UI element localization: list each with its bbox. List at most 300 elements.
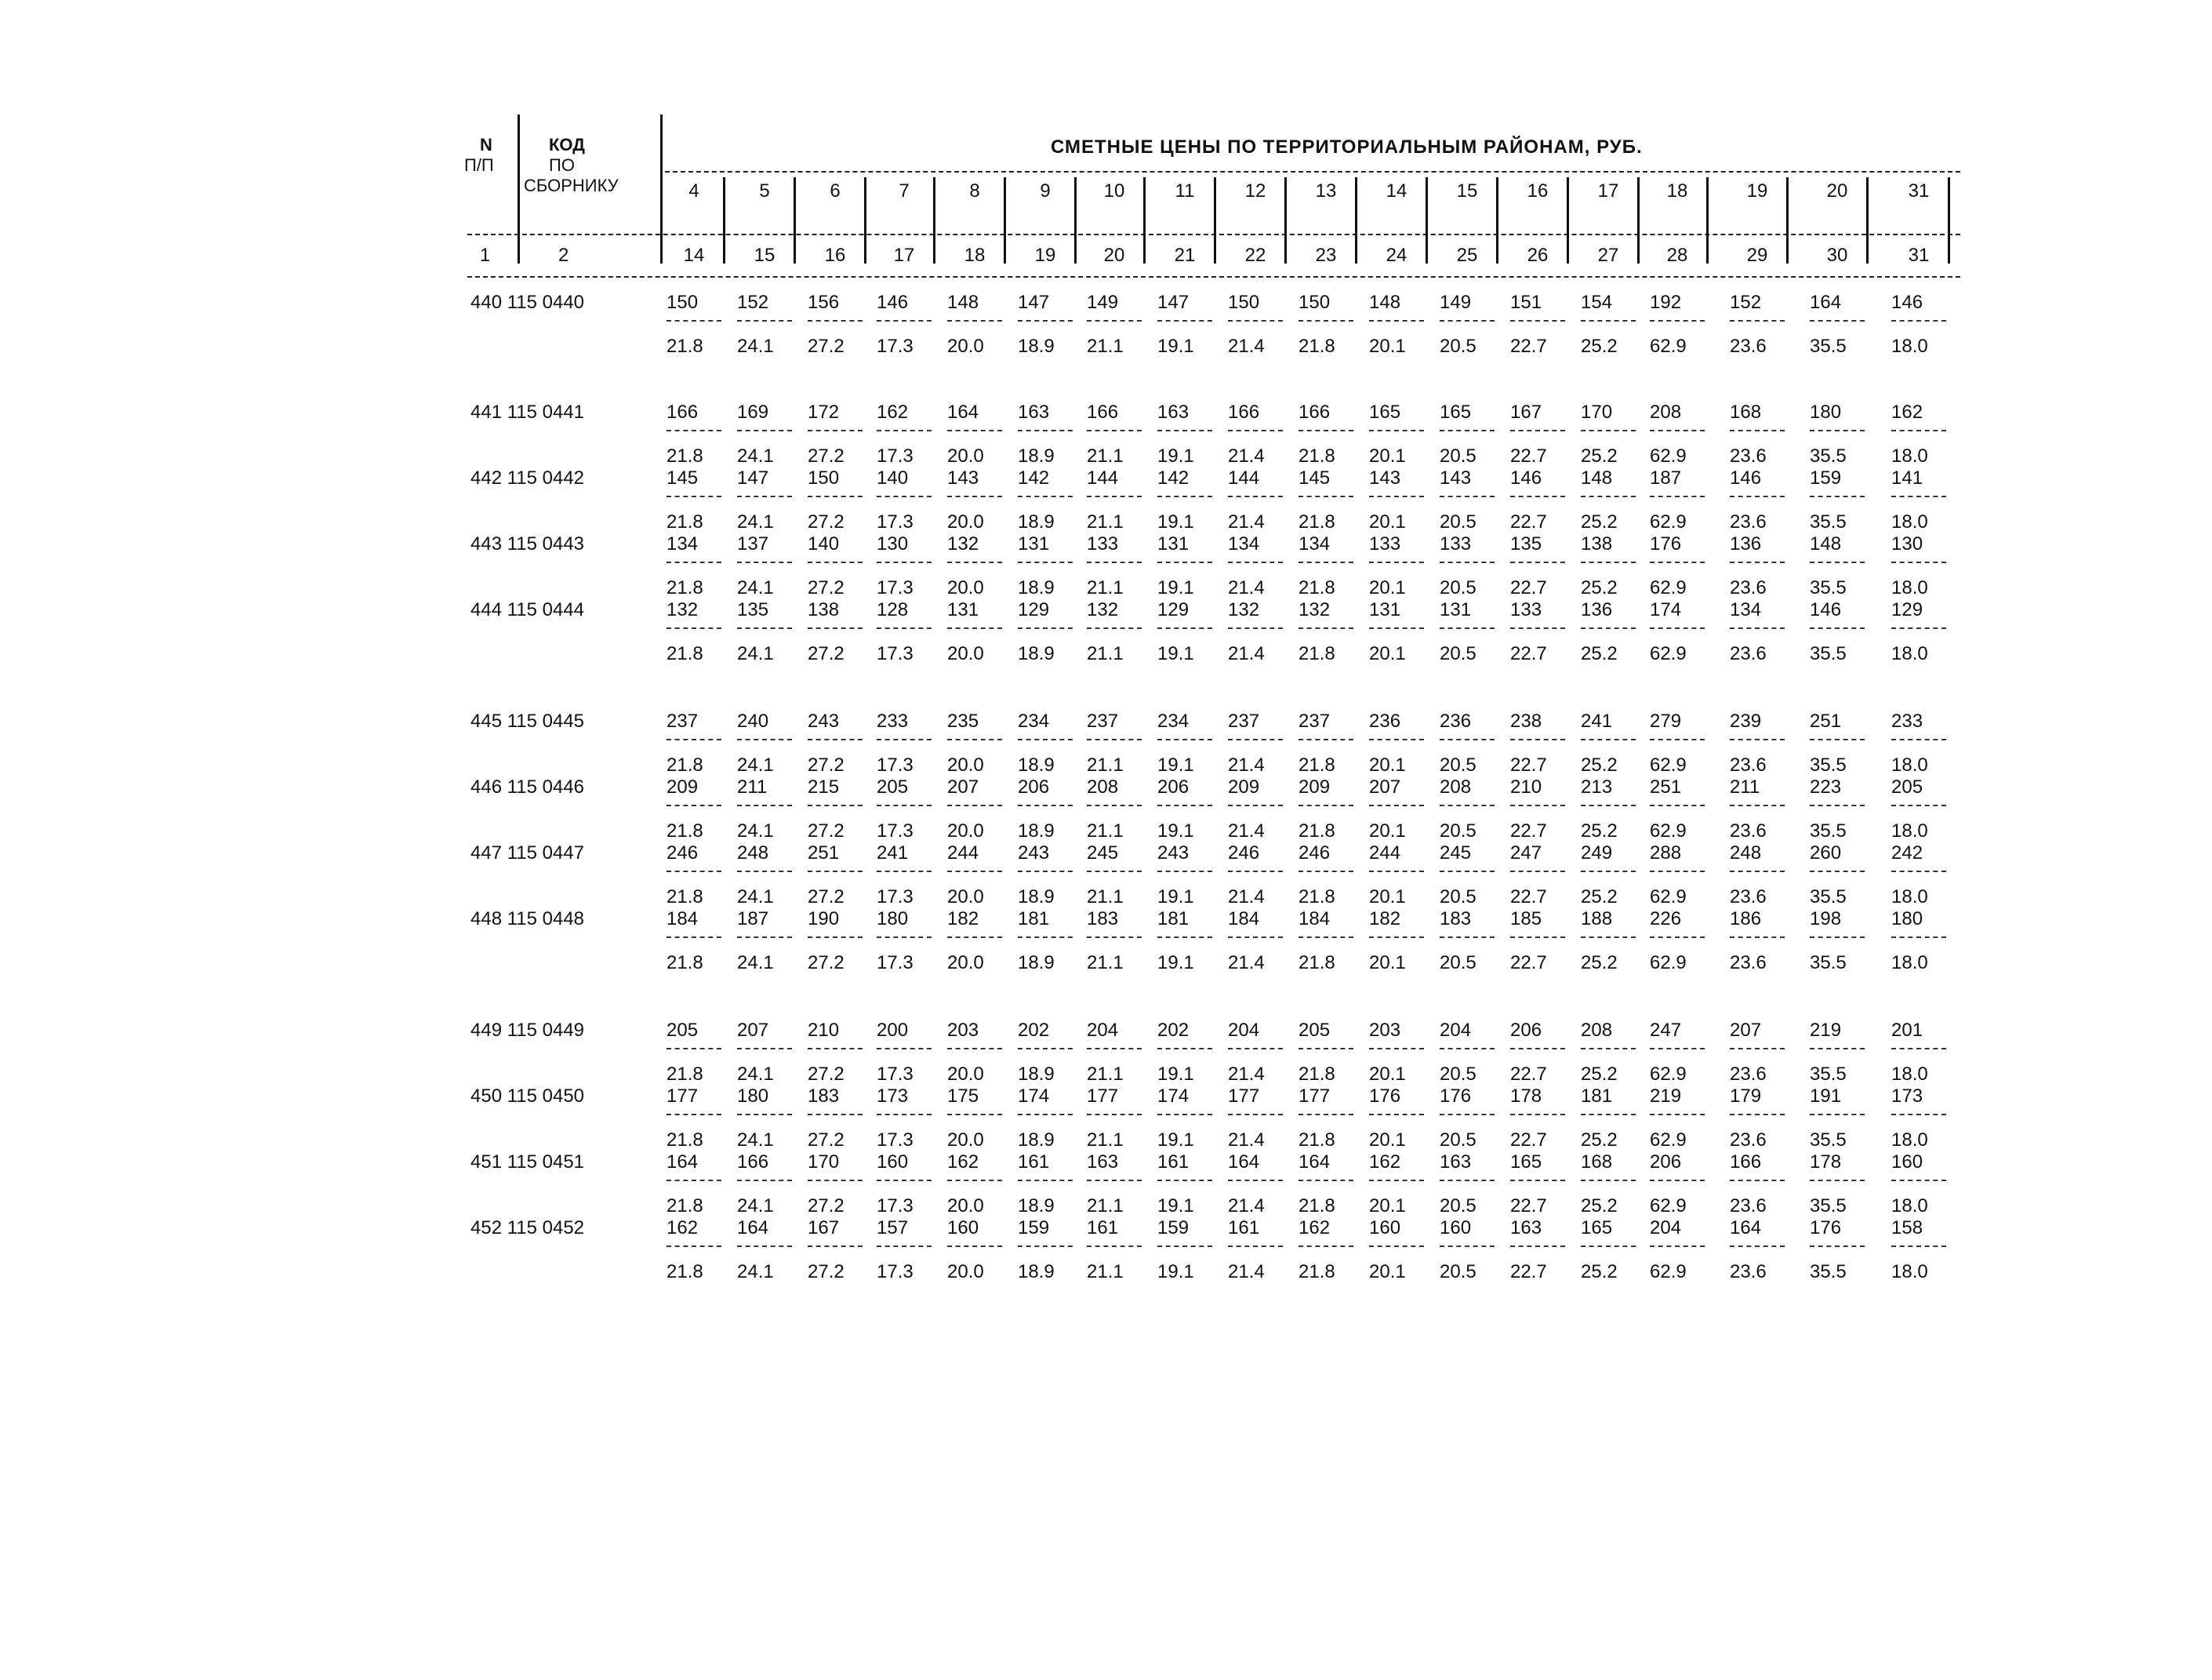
price-total: 180 [1810,402,1842,423]
price-total: 130 [877,533,909,555]
column-number: 27 [1597,245,1619,266]
price-total: 211 [1730,776,1760,798]
fraction-line [947,320,1002,322]
price-total: 147 [1157,292,1190,313]
price-total: 235 [947,711,979,732]
price-total: 165 [1510,1151,1542,1173]
price-total: 164 [1228,1151,1260,1173]
fraction-line [1440,1245,1495,1247]
price-total: 207 [947,776,979,798]
price-wage: 17.3 [877,1064,913,1085]
fraction-line [1650,1180,1705,1181]
fraction-line [1510,936,1565,938]
fraction-line [667,1245,721,1247]
column-number: 16 [824,245,846,266]
price-wage: 21.4 [1228,445,1265,467]
price-total: 140 [877,467,909,489]
price-total: 279 [1650,711,1682,732]
price-wage: 21.8 [667,1064,703,1085]
price-wage: 21.1 [1087,952,1124,973]
price-total: 177 [667,1085,699,1107]
fraction-line [808,805,863,806]
fraction-line [737,430,792,431]
price-total: 132 [947,533,979,555]
header-pp: П/П [464,155,494,175]
price-wage: 17.3 [877,952,913,973]
price-total: 131 [947,599,979,620]
price-wage: 21.4 [1228,643,1265,664]
price-total: 237 [1087,711,1119,732]
row-code: 447 115 0447 [470,842,585,864]
price-total: 177 [1087,1085,1119,1107]
price-wage: 18.0 [1891,755,1928,776]
fraction-line [1891,936,1946,938]
fraction-line [1730,627,1785,629]
price-total: 134 [667,533,699,555]
price-wage: 24.1 [737,886,774,907]
price-wage: 62.9 [1650,1261,1687,1282]
price-wage: 18.9 [1018,1261,1055,1282]
fraction-line [947,1245,1002,1247]
fraction-line [808,320,863,322]
fraction-line [1157,1180,1212,1181]
price-total: 150 [667,292,699,313]
price-total: 175 [947,1085,979,1107]
price-total: 163 [1018,402,1050,423]
price-total: 206 [1510,1020,1542,1041]
fraction-line [1228,320,1283,322]
fraction-line [1810,871,1865,872]
price-wage: 25.2 [1581,820,1618,842]
fraction-line [1440,320,1495,322]
price-total: 181 [1157,908,1190,929]
price-total: 174 [1157,1085,1190,1107]
price-total: 178 [1510,1085,1542,1107]
price-total: 146 [1891,292,1923,313]
price-wage: 35.5 [1810,511,1847,533]
price-wage: 20.0 [947,445,984,467]
price-total: 164 [1810,292,1842,313]
price-total: 180 [877,908,909,929]
fraction-line [1369,320,1424,322]
price-wage: 17.3 [877,511,913,533]
price-total: 208 [1581,1020,1613,1041]
price-total: 161 [1157,1151,1190,1173]
price-wage: 21.1 [1087,643,1124,664]
fraction-line [1369,1114,1424,1115]
fraction-line [1440,627,1495,629]
price-total: 240 [737,711,769,732]
price-total: 251 [1810,711,1842,732]
price-total: 165 [1440,402,1472,423]
fraction-line [737,496,792,497]
region-number: 7 [899,180,910,202]
price-total: 134 [1299,533,1331,555]
price-wage: 18.0 [1891,1064,1928,1085]
price-wage: 25.2 [1581,445,1618,467]
price-wage: 18.0 [1891,511,1928,533]
price-total: 146 [1810,599,1842,620]
price-wage: 21.1 [1087,511,1124,533]
price-wage: 21.8 [1299,643,1335,664]
price-wage: 18.9 [1018,1195,1055,1216]
price-total: 219 [1650,1085,1682,1107]
price-total: 164 [1299,1151,1331,1173]
price-total: 145 [1299,467,1331,489]
price-wage: 62.9 [1650,1064,1687,1085]
price-wage: 27.2 [808,511,844,533]
price-wage: 27.2 [808,820,844,842]
price-wage: 35.5 [1810,886,1847,907]
price-total: 234 [1018,711,1050,732]
price-wage: 22.7 [1510,952,1547,973]
price-total: 166 [1730,1151,1762,1173]
price-total: 183 [1440,908,1472,929]
price-wage: 20.0 [947,1064,984,1085]
fraction-line [1810,1245,1865,1247]
region-number: 8 [969,180,980,202]
price-total: 184 [667,908,699,929]
fraction-line [1810,1180,1865,1181]
price-total: 150 [1299,292,1331,313]
price-wage: 22.7 [1510,1129,1547,1151]
fraction-line [1510,1245,1565,1247]
price-total: 162 [1369,1151,1401,1173]
fraction-line [1510,430,1565,431]
price-wage: 19.1 [1157,1261,1194,1282]
price-total: 146 [1510,467,1542,489]
fraction-line [1157,1114,1212,1115]
price-total: 181 [1581,1085,1613,1107]
price-total: 147 [1018,292,1050,313]
fraction-line [1510,1114,1565,1115]
fraction-line [877,496,932,497]
region-number: 12 [1244,180,1266,202]
fraction-line [1440,1114,1495,1115]
fraction-line [1891,496,1946,497]
price-wage: 20.0 [947,1195,984,1216]
price-wage: 21.1 [1087,1129,1124,1151]
fraction-line [1581,805,1636,806]
header-rule [467,276,1960,278]
price-wage: 24.1 [737,445,774,467]
fraction-line [1299,430,1353,431]
price-total: 135 [1510,533,1542,555]
price-total: 158 [1891,1217,1923,1238]
price-total: 165 [1581,1217,1613,1238]
price-wage: 35.5 [1810,577,1847,598]
price-wage: 27.2 [808,445,844,467]
price-total: 239 [1730,711,1762,732]
price-wage: 18.0 [1891,820,1928,842]
price-wage: 24.1 [737,952,774,973]
price-total: 179 [1730,1085,1762,1107]
price-wage: 18.9 [1018,1064,1055,1085]
price-total: 247 [1510,842,1542,864]
price-wage: 19.1 [1157,1195,1194,1216]
price-total: 176 [1369,1085,1401,1107]
price-wage: 23.6 [1730,820,1767,842]
fraction-line [1730,805,1785,806]
price-wage: 27.2 [808,755,844,776]
fraction-line [1730,1114,1785,1115]
fraction-line [1810,1048,1865,1049]
fraction-line [1369,1245,1424,1247]
price-wage: 19.1 [1157,820,1194,842]
price-total: 142 [1018,467,1050,489]
price-wage: 21.1 [1087,886,1124,907]
header-kod: КОД [549,135,585,155]
price-wage: 19.1 [1157,445,1194,467]
price-wage: 24.1 [737,643,774,664]
fraction-line [1228,627,1283,629]
fraction-line [1087,496,1142,497]
column-number: 26 [1527,245,1549,266]
fraction-line [1228,739,1283,740]
fraction-line [667,805,721,806]
fraction-line [737,1114,792,1115]
price-total: 166 [1228,402,1260,423]
price-total: 163 [1087,1151,1119,1173]
region-number: 13 [1315,180,1337,202]
fraction-line [1369,805,1424,806]
price-total: 146 [877,292,909,313]
price-total: 241 [1581,711,1613,732]
price-total: 210 [1510,776,1542,798]
price-wage: 18.9 [1018,577,1055,598]
price-total: 163 [1440,1151,1472,1173]
price-total: 288 [1650,842,1682,864]
price-total: 154 [1581,292,1613,313]
price-wage: 19.1 [1157,511,1194,533]
price-wage: 35.5 [1810,336,1847,357]
fraction-line [1581,320,1636,322]
fraction-line [1650,1245,1705,1247]
header-n: N [480,135,492,155]
fraction-line [877,1114,932,1115]
fraction-line [1087,320,1142,322]
price-wage: 20.5 [1440,511,1476,533]
fraction-line [1730,936,1785,938]
price-total: 182 [947,908,979,929]
fraction-line [1018,627,1073,629]
price-wage: 21.8 [1299,820,1335,842]
price-wage: 21.8 [1299,952,1335,973]
price-wage: 23.6 [1730,1261,1767,1282]
price-total: 128 [877,599,909,620]
region-number: 18 [1666,180,1688,202]
fraction-line [1510,1180,1565,1181]
fraction-line [808,739,863,740]
fraction-line [808,627,863,629]
price-total: 185 [1510,908,1542,929]
fraction-line [1369,1048,1424,1049]
price-wage: 25.2 [1581,511,1618,533]
price-total: 204 [1440,1020,1472,1041]
fraction-line [1650,805,1705,806]
fraction-line [1087,1048,1142,1049]
fraction-line [1810,496,1865,497]
price-wage: 23.6 [1730,336,1767,357]
fraction-line [1650,871,1705,872]
fraction-line [1018,1180,1073,1181]
price-wage: 19.1 [1157,1064,1194,1085]
row-code: 440 115 0440 [470,292,585,313]
fraction-line [1369,496,1424,497]
region-number: 9 [1040,180,1051,202]
price-total: 162 [877,402,909,423]
fraction-line [947,1048,1002,1049]
fraction-line [1087,871,1142,872]
fraction-line [737,562,792,563]
fraction-line [1299,1114,1353,1115]
price-wage: 62.9 [1650,1129,1687,1151]
price-total: 209 [667,776,699,798]
region-number: 20 [1826,180,1848,202]
fraction-line [1299,562,1353,563]
fraction-line [1299,1048,1353,1049]
price-wage: 21.4 [1228,1129,1265,1151]
fraction-line [808,1114,863,1115]
price-total: 169 [737,402,769,423]
region-number: 15 [1456,180,1478,202]
fraction-line [1228,1048,1283,1049]
price-wage: 62.9 [1650,1195,1687,1216]
price-total: 176 [1440,1085,1472,1107]
fraction-line [1369,1180,1424,1181]
fraction-line [1891,871,1946,872]
price-total: 166 [737,1151,769,1173]
price-total: 200 [877,1020,909,1041]
price-wage: 17.3 [877,336,913,357]
fraction-line [1810,627,1865,629]
price-total: 184 [1228,908,1260,929]
price-wage: 27.2 [808,1261,844,1282]
region-number: 5 [759,180,770,202]
price-wage: 24.1 [737,511,774,533]
price-total: 238 [1510,711,1542,732]
fraction-line [1581,562,1636,563]
price-wage: 21.4 [1228,1195,1265,1216]
price-wage: 23.6 [1730,1129,1767,1151]
fraction-line [1581,1114,1636,1115]
region-number: 10 [1103,180,1125,202]
fraction-line [1510,627,1565,629]
price-wage: 25.2 [1581,886,1618,907]
fraction-line [1581,430,1636,431]
price-total: 213 [1581,776,1613,798]
price-wage: 24.1 [737,336,774,357]
fraction-line [1440,562,1495,563]
row-code: 448 115 0448 [470,908,585,929]
fraction-line [1228,1180,1283,1181]
fraction-line [1299,1245,1353,1247]
column-number: 23 [1315,245,1337,266]
price-total: 129 [1891,599,1923,620]
price-total: 160 [1891,1151,1923,1173]
price-wage: 35.5 [1810,445,1847,467]
price-total: 187 [1650,467,1682,489]
fraction-line [1730,739,1785,740]
fraction-line [1087,805,1142,806]
fraction-line [1157,805,1212,806]
price-total: 131 [1018,533,1050,555]
price-wage: 24.1 [737,1195,774,1216]
price-total: 150 [808,467,840,489]
price-total: 160 [1440,1217,1472,1238]
price-wage: 21.4 [1228,952,1265,973]
fraction-line [1018,871,1073,872]
fraction-line [877,320,932,322]
price-total: 209 [1228,776,1260,798]
region-number: 6 [830,180,841,202]
fraction-line [877,739,932,740]
price-wage: 20.1 [1369,886,1406,907]
price-wage: 19.1 [1157,952,1194,973]
price-wage: 23.6 [1730,445,1767,467]
price-wage: 21.4 [1228,1261,1265,1282]
fraction-line [808,496,863,497]
price-total: 183 [1087,908,1119,929]
price-total: 162 [667,1217,699,1238]
price-wage: 22.7 [1510,886,1547,907]
fraction-line [1087,1245,1142,1247]
column-number: 25 [1456,245,1478,266]
price-wage: 21.4 [1228,886,1265,907]
column-number: 17 [893,245,915,266]
fraction-line [1730,1048,1785,1049]
price-total: 182 [1369,908,1401,929]
fraction-line [947,1180,1002,1181]
price-wage: 62.9 [1650,755,1687,776]
price-wage: 20.1 [1369,336,1406,357]
price-total: 132 [1087,599,1119,620]
fraction-line [1299,1180,1353,1181]
fraction-line [1299,627,1353,629]
fraction-line [1018,320,1073,322]
fraction-line [1891,805,1946,806]
price-total: 205 [877,776,909,798]
price-total: 152 [737,292,769,313]
column-number: 31 [1908,245,1930,266]
price-total: 145 [667,467,699,489]
price-total: 198 [1810,908,1842,929]
fraction-line [1157,1245,1212,1247]
price-wage: 27.2 [808,336,844,357]
price-wage: 20.5 [1440,755,1476,776]
row-code: 451 115 0451 [470,1151,585,1173]
column-number: 22 [1244,245,1266,266]
price-wage: 20.1 [1369,445,1406,467]
fraction-line [1510,496,1565,497]
fraction-line [1510,320,1565,322]
price-wage: 18.9 [1018,445,1055,467]
price-total: 244 [1369,842,1401,864]
price-total: 233 [1891,711,1923,732]
price-total: 208 [1440,776,1472,798]
region-number: 17 [1597,180,1619,202]
price-wage: 19.1 [1157,336,1194,357]
fraction-line [947,430,1002,431]
fraction-line [877,1180,932,1181]
fraction-line [808,430,863,431]
price-wage: 21.1 [1087,1261,1124,1282]
price-total: 233 [877,711,909,732]
price-wage: 21.8 [1299,886,1335,907]
price-wage: 24.1 [737,820,774,842]
price-total: 152 [1730,292,1762,313]
price-total: 131 [1157,533,1190,555]
